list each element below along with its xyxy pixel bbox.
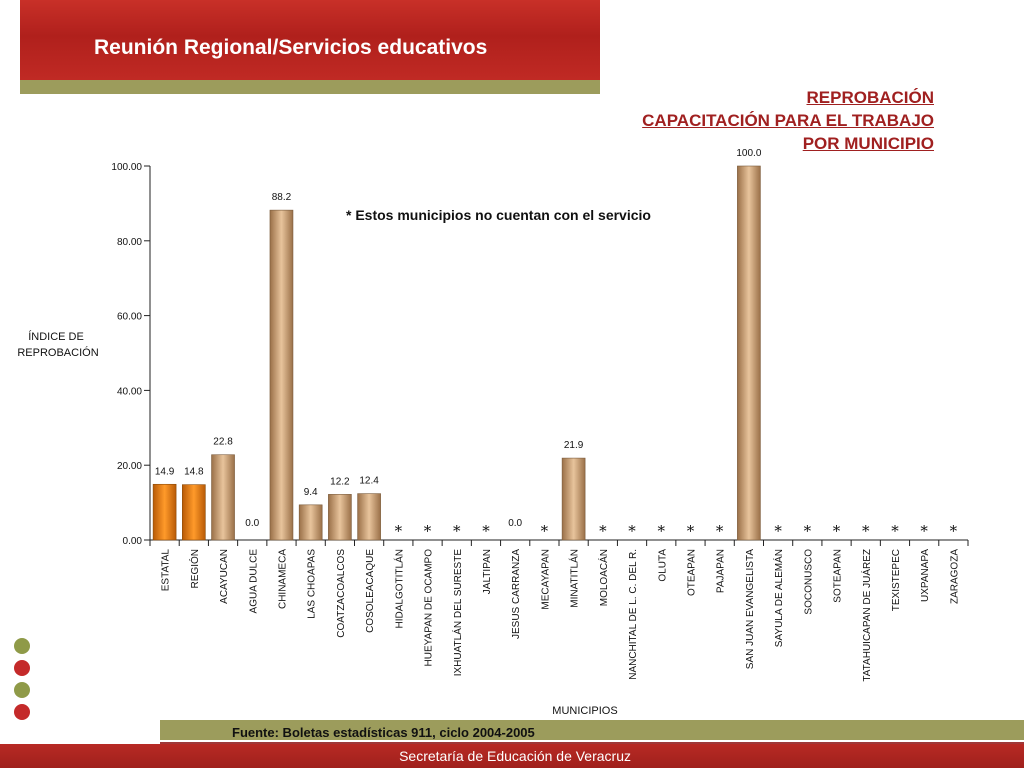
value-label: 14.8: [184, 466, 204, 478]
category-label: SAN JUAN EVANGELISTA: [744, 549, 756, 670]
no-service-marker: *: [891, 522, 899, 540]
category-label: UXPANAPA: [920, 549, 932, 602]
category-label: HIDALGOTITLÁN: [394, 549, 406, 629]
category-label: JESUS CARRANZA: [511, 549, 523, 640]
category-label: MOLOACÁN: [598, 549, 610, 607]
category-label: SAYULA DE ALEMÁN: [774, 549, 786, 648]
y-tick-label: 20.00: [116, 461, 142, 473]
value-label: 21.9: [563, 440, 584, 452]
category-label: ZARAGOZA: [949, 549, 961, 605]
no-service-marker: *: [453, 522, 461, 540]
category-label: LAS CHOAPAS: [306, 549, 318, 619]
no-service-marker: *: [949, 522, 958, 540]
category-label: OTEAPAN: [686, 549, 698, 597]
value-label: 100.0: [736, 148, 762, 159]
y-axis-label-line-1: ÍNDICE DE: [28, 331, 84, 343]
bar: [562, 458, 585, 540]
y-tick-label: 60.00: [116, 311, 142, 323]
bar: [328, 494, 351, 540]
category-label: SOTEAPAN: [832, 549, 844, 603]
category-label: OLUTA: [657, 549, 669, 582]
no-service-marker: *: [832, 522, 841, 540]
no-service-marker: *: [628, 522, 636, 540]
no-service-marker: *: [423, 522, 432, 540]
bar: [153, 484, 176, 540]
no-service-marker: *: [920, 522, 928, 540]
category-label: TATAHUICAPAN DE JUÁREZ: [861, 549, 873, 682]
category-label: MINATITLÁN: [569, 549, 581, 608]
decorative-dot: [14, 660, 30, 676]
page-title: Reunión Regional/Servicios educativos: [94, 36, 488, 59]
category-label: ESTATAL: [160, 549, 172, 592]
bar: [737, 166, 760, 540]
category-label: MECAYAPAN: [540, 549, 552, 610]
category-label: JALTIPAN: [481, 549, 493, 595]
value-label: 0.0: [508, 518, 523, 529]
value-label: 9.4: [303, 486, 318, 498]
value-label: 22.8: [213, 436, 233, 448]
chart-title-line-3: POR MUNICIPIO: [802, 134, 934, 153]
y-axis-label-line-2: REPROBACIÓN: [17, 347, 99, 359]
category-label: TEXISTEPEC: [890, 549, 902, 612]
bar: [358, 494, 381, 540]
no-service-marker: *: [540, 522, 549, 540]
bar: [299, 505, 322, 540]
y-tick-label: 0.00: [122, 536, 142, 547]
value-label: 14.9: [154, 466, 175, 478]
decorative-dot: [14, 704, 30, 720]
category-label: HUEYAPAN DE OCAMPO: [423, 549, 435, 667]
no-service-marker: *: [774, 522, 782, 540]
value-label: 0.0: [245, 518, 260, 529]
no-service-note: * Estos municipios no cuentan con el servicio: [346, 207, 651, 223]
y-tick-label: 100.00: [111, 162, 142, 173]
no-service-marker: *: [686, 522, 695, 540]
category-label: COATZACOALCOS: [335, 549, 347, 638]
category-label: AGUA DULCE: [248, 549, 260, 614]
category-label: PAJAPAN: [715, 549, 727, 594]
no-service-marker: *: [657, 522, 665, 540]
category-label: COSOLEACAQUE: [365, 549, 377, 633]
category-label: IXHUATLÁN DEL SURESTE: [452, 549, 464, 677]
bar: [182, 485, 205, 540]
category-label: ACAYUCAN: [219, 549, 231, 604]
y-tick-label: 40.00: [116, 386, 142, 398]
decorative-dot: [14, 682, 30, 698]
no-service-marker: *: [715, 522, 724, 540]
x-axis-label: MUNICIPIOS: [552, 705, 618, 717]
no-service-marker: *: [599, 522, 607, 540]
category-label: NANCHITAL DE L. C. DEL R.: [628, 549, 640, 680]
no-service-marker: *: [482, 522, 490, 540]
chart-title-line-1: REPROBACIÓN: [806, 88, 934, 107]
no-service-marker: *: [394, 522, 403, 540]
category-label: REGIÓN: [189, 549, 201, 589]
value-label: 12.2: [330, 476, 350, 488]
y-tick-label: 80.00: [116, 236, 142, 248]
bar: [270, 210, 293, 540]
value-label: 12.4: [359, 475, 379, 487]
category-label: CHINAMECA: [277, 549, 289, 610]
bar: [212, 455, 235, 540]
category-label: SOCONUSCO: [803, 549, 815, 615]
no-service-marker: *: [862, 522, 870, 540]
chart-title-line-2: CAPACITACIÓN PARA EL TRABAJO: [642, 111, 934, 130]
decorative-dot: [14, 638, 30, 654]
value-label: 88.2: [271, 192, 292, 204]
footer-text: Secretaría de Educación de Veracruz: [399, 748, 631, 764]
source-note: Fuente: Boletas estadísticas 911, ciclo 2004-2005: [232, 725, 535, 740]
no-service-marker: *: [803, 522, 812, 540]
